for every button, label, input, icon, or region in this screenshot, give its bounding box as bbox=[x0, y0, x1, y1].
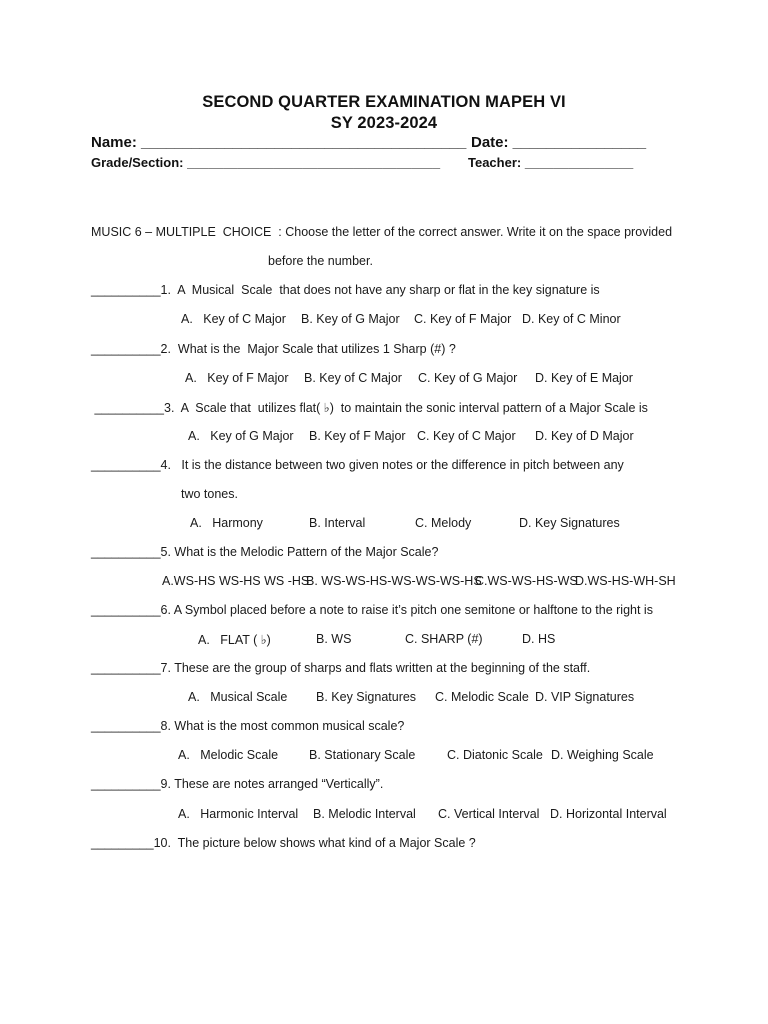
question-3-stem: __________3. A Scale that utilizes flat( ♭) to maintain the sonic interval pattern of a Major Scale is bbox=[91, 401, 648, 415]
q5-option-c: C.WS-WS-HS-WS bbox=[475, 574, 578, 588]
q4-option-d: D. Key Signatures bbox=[519, 516, 620, 530]
q1-option-d: D. Key of C Minor bbox=[522, 312, 621, 326]
q3-option-b: B. Key of F Major bbox=[309, 429, 406, 443]
q5-option-d: D.WS-HS-WH-SH bbox=[575, 574, 676, 588]
q8-option-b: B. Stationary Scale bbox=[309, 748, 416, 762]
question-10-stem: _________10. The picture below shows what kind of a Major Scale ? bbox=[91, 836, 476, 850]
q4-option-b: B. Interval bbox=[309, 516, 366, 530]
question-7-stem: __________7. These are the group of sharps and flats written at the beginning of the staff. bbox=[91, 661, 591, 675]
q7-option-c: C. Melodic Scale bbox=[435, 690, 529, 704]
q5-option-b: B. WS-WS-HS-WS-WS-WS-HS bbox=[306, 574, 482, 588]
q1-option-c: C. Key of F Major bbox=[414, 312, 512, 326]
question-1-stem: __________1. A Musical Scale that does not have any sharp or flat in the key signature is bbox=[91, 283, 600, 297]
question-6-stem: __________6. A Symbol placed before a note to raise it’s pitch one semitone or halftone to the right is bbox=[91, 603, 653, 617]
q4-option-a: A. Harmony bbox=[190, 516, 263, 530]
q8-option-c: C. Diatonic Scale bbox=[447, 748, 543, 762]
q4-option-c: C. Melody bbox=[415, 516, 472, 530]
q7-option-d: D. VIP Signatures bbox=[535, 690, 635, 704]
q6-option-b: B. WS bbox=[316, 632, 352, 646]
q2-option-d: D. Key of E Major bbox=[535, 371, 633, 385]
q6-option-a: A. FLAT ( ♭) bbox=[198, 633, 271, 647]
question-5-stem: __________5. What is the Melodic Pattern of the Major Scale? bbox=[91, 545, 439, 559]
q6-option-d: D. HS bbox=[522, 632, 556, 646]
q1-option-b: B. Key of G Major bbox=[301, 312, 400, 326]
q9-option-a: A. Harmonic Interval bbox=[178, 807, 299, 821]
teacher-field[interactable]: Teacher: _______________ bbox=[468, 155, 634, 170]
question-2-stem: __________2. What is the Major Scale that utilizes 1 Sharp (#) ? bbox=[91, 342, 456, 356]
q9-option-c: C. Vertical Interval bbox=[438, 807, 540, 821]
q3-option-d: D. Key of D Major bbox=[535, 429, 634, 443]
exam-title: SECOND QUARTER EXAMINATION MAPEH VI bbox=[202, 93, 566, 111]
question-8-stem: __________8. What is the most common musical scale? bbox=[91, 719, 405, 733]
instructions-line-2: before the number. bbox=[268, 254, 373, 268]
grade-section-field[interactable]: Grade/Section: ___________________________________ bbox=[91, 155, 441, 170]
date-field[interactable]: Date: ________________ bbox=[471, 134, 647, 151]
q2-option-b: B. Key of C Major bbox=[304, 371, 402, 385]
question-4-stem: __________4. It is the distance between two given notes or the difference in pitch between any bbox=[91, 458, 624, 472]
question-9-stem: __________9. These are notes arranged “Vertically”. bbox=[91, 777, 384, 791]
q2-option-c: C. Key of G Major bbox=[418, 371, 518, 385]
q1-option-a: A. Key of C Major bbox=[181, 312, 286, 326]
q7-option-b: B. Key Signatures bbox=[316, 690, 417, 704]
instructions-line-1: MUSIC 6 – MULTIPLE CHOICE : Choose the letter of the correct answer. Write it on the space provided bbox=[91, 225, 673, 239]
q3-option-a: A. Key of G Major bbox=[188, 429, 294, 443]
q3-option-c: C. Key of C Major bbox=[417, 429, 516, 443]
q2-option-a: A. Key of F Major bbox=[185, 371, 289, 385]
question-4-stem-cont: two tones. bbox=[181, 487, 238, 501]
q9-option-d: D. Horizontal Interval bbox=[550, 807, 667, 821]
q5-option-a: A.WS-HS WS-HS WS -HS bbox=[162, 574, 310, 588]
q6-option-c: C. SHARP (#) bbox=[405, 632, 483, 646]
q8-option-d: D. Weighing Scale bbox=[551, 748, 654, 762]
name-field[interactable]: Name: _______________________________________ bbox=[91, 134, 467, 151]
q8-option-a: A. Melodic Scale bbox=[178, 748, 279, 762]
q7-option-a: A. Musical Scale bbox=[188, 690, 288, 704]
school-year: SY 2023-2024 bbox=[330, 114, 438, 132]
q9-option-b: B. Melodic Interval bbox=[313, 807, 416, 821]
